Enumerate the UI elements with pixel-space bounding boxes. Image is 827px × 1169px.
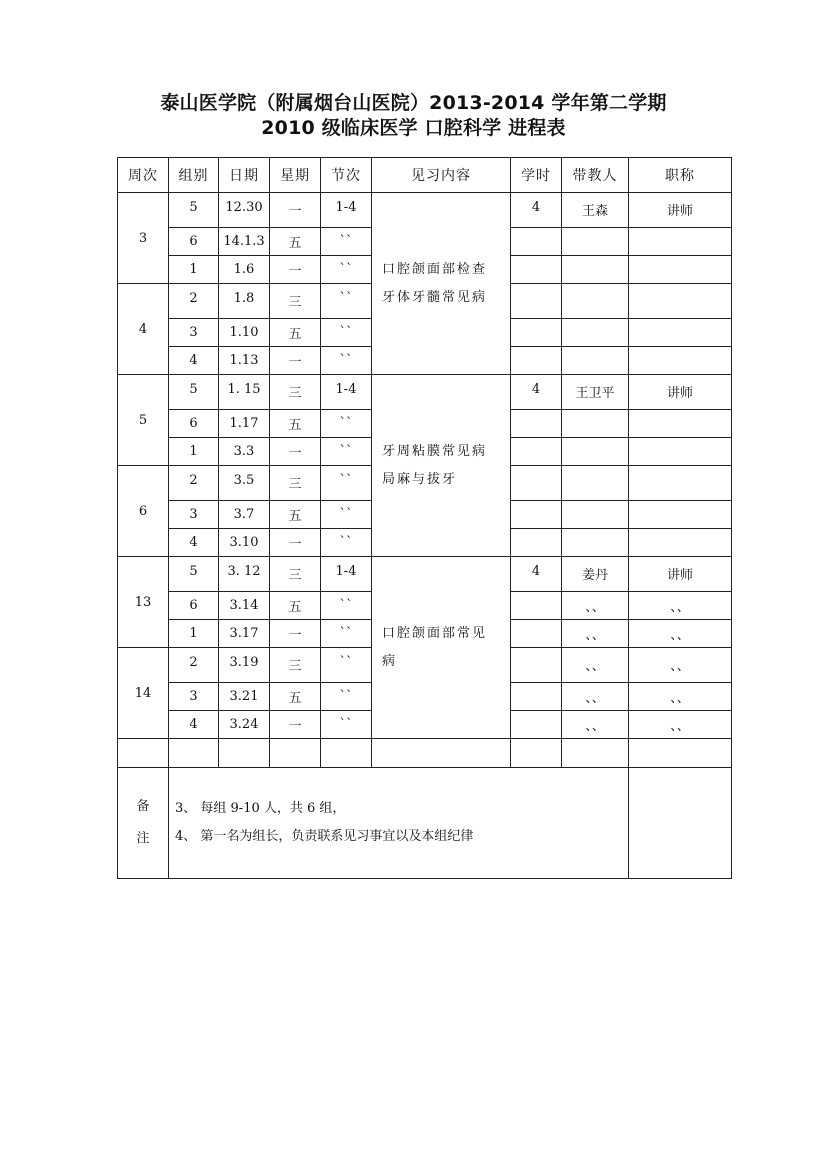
weekday-cell: 三 [270,466,321,501]
hours-cell [511,284,562,319]
notes-extra-cell [629,768,732,879]
notes-line: 3、 每组 9-10 人，共 6 组， [175,801,346,816]
empty-cell [270,739,321,768]
document-title: 泰山医学院（附属烟台山医院）2013-2014 学年第二学期 [160,92,667,114]
group-cell: 4 [169,711,219,739]
notes-line: 4、 第一名为组长，负责联系见习事宜以及本组纪律 [175,829,474,844]
empty-cell [511,739,562,768]
title-cell [629,466,732,501]
group-cell: 5 [169,557,219,592]
empty-cell [629,739,732,768]
notes-row [118,768,732,879]
hours-cell [511,319,562,347]
group-cell: 4 [169,529,219,557]
hours-cell [511,592,562,620]
date-cell: 1.13 [219,347,270,375]
hours-cell [511,228,562,256]
group-cell: 2 [169,466,219,501]
header-weekday: 星期 [270,158,321,193]
period-cell: `` [321,501,372,529]
period-cell: `` [321,438,372,466]
weekday-cell: 一 [270,529,321,557]
group-cell: 6 [169,410,219,438]
table-row [118,375,732,410]
weekday-cell: 一 [270,347,321,375]
period-cell: 1-4 [321,375,372,410]
header-period: 节次 [321,158,372,193]
notes-label-char: 注 [136,831,150,846]
notes-label [118,768,169,879]
teacher-cell: 王森 [562,193,629,228]
date-cell: 1.17 [219,410,270,438]
weekday-cell: 一 [270,438,321,466]
date-cell: 3.21 [219,683,270,711]
week-number: 4 [118,284,169,375]
teacher-cell [562,347,629,375]
group-cell: 2 [169,648,219,683]
teacher-cell: 王卫平 [562,375,629,410]
title-cell: 讲师 [629,557,732,592]
hours-cell [511,683,562,711]
schedule-table [117,157,732,879]
content-cell [372,193,511,375]
date-cell: 12.30 [219,193,270,228]
date-cell: 1.8 [219,284,270,319]
teacher-cell [562,284,629,319]
date-cell: 3.7 [219,501,270,529]
week-number: 14 [118,648,169,739]
teacher-cell [562,256,629,284]
table-row [118,193,732,228]
period-cell: `` [321,228,372,256]
hours-cell [511,438,562,466]
title-cell [629,228,732,256]
hours-cell [511,410,562,438]
weekday-cell: 五 [270,410,321,438]
date-cell: 3.24 [219,711,270,739]
period-cell: 1-4 [321,557,372,592]
date-cell: 3.10 [219,529,270,557]
notes-text [169,768,629,879]
weekday-cell: 三 [270,648,321,683]
teacher-cell: 、、 [562,648,629,683]
date-cell: 1.6 [219,256,270,284]
empty-cell [169,739,219,768]
date-cell: 14.1.3 [219,228,270,256]
hours-cell: 4 [511,557,562,592]
period-cell: `` [321,319,372,347]
content-cell [372,557,511,739]
group-cell: 6 [169,228,219,256]
hours-cell [511,347,562,375]
period-cell: `` [321,592,372,620]
teacher-cell [562,529,629,557]
teacher-cell: 姜丹 [562,557,629,592]
hours-cell [511,620,562,648]
title-cell [629,284,732,319]
table-row [118,557,732,592]
teacher-cell: 、、 [562,683,629,711]
empty-cell [372,739,511,768]
weekday-cell: 一 [270,620,321,648]
period-cell: `` [321,256,372,284]
teacher-cell [562,410,629,438]
teacher-cell [562,466,629,501]
empty-cell [562,739,629,768]
teacher-cell [562,438,629,466]
content-line: 牙体牙髓常见病 [382,289,488,305]
weekday-cell: 五 [270,592,321,620]
hours-cell [511,529,562,557]
content-line: 局麻与拔牙 [382,471,458,487]
header-group: 组别 [169,158,219,193]
week-number: 3 [118,193,169,284]
hours-cell: 4 [511,375,562,410]
weekday-cell: 五 [270,683,321,711]
period-cell: 1-4 [321,193,372,228]
title-cell [629,529,732,557]
teacher-cell: 、、 [562,592,629,620]
empty-cell [219,739,270,768]
date-cell: 3.19 [219,648,270,683]
period-cell: `` [321,529,372,557]
group-cell: 1 [169,256,219,284]
date-cell: 1.10 [219,319,270,347]
period-cell: `` [321,410,372,438]
teacher-cell: 、、 [562,620,629,648]
group-cell: 3 [169,683,219,711]
group-cell: 3 [169,501,219,529]
date-cell: 3.5 [219,466,270,501]
header-row [118,158,732,193]
group-cell: 3 [169,319,219,347]
period-cell: `` [321,711,372,739]
weekday-cell: 五 [270,319,321,347]
weekday-cell: 一 [270,711,321,739]
title-cell [629,256,732,284]
week-number: 5 [118,375,169,466]
header-teacher: 带教人 [562,158,629,193]
group-cell: 4 [169,347,219,375]
title-cell: 、、 [629,648,732,683]
period-cell: `` [321,620,372,648]
content-line: 病 [382,653,398,669]
header-title: 职称 [629,158,732,193]
title-cell: 、、 [629,592,732,620]
hours-cell [511,648,562,683]
group-cell: 1 [169,438,219,466]
blank-row [118,739,732,768]
weekday-cell: 三 [270,284,321,319]
empty-cell [118,739,169,768]
weekday-cell: 三 [270,557,321,592]
hours-cell [511,466,562,501]
content-cell [372,375,511,557]
week-number: 6 [118,466,169,557]
date-cell: 3. 12 [219,557,270,592]
weekday-cell: 五 [270,228,321,256]
weekday-cell: 三 [270,375,321,410]
period-cell: `` [321,648,372,683]
title-cell [629,319,732,347]
title-cell [629,410,732,438]
weekday-cell: 一 [270,256,321,284]
group-cell: 5 [169,193,219,228]
content-line: 口腔颌面部常见 [382,625,488,641]
content-line: 口腔颌面部检查 [382,261,488,277]
title-cell [629,438,732,466]
teacher-cell [562,501,629,529]
date-cell: 3.14 [219,592,270,620]
weekday-cell: 五 [270,501,321,529]
week-number: 13 [118,557,169,648]
hours-cell [511,256,562,284]
empty-cell [321,739,372,768]
teacher-cell [562,319,629,347]
title-cell: 、、 [629,711,732,739]
group-cell: 1 [169,620,219,648]
weekday-cell: 一 [270,193,321,228]
header-content: 见习内容 [372,158,511,193]
content-line: 牙周粘膜常见病 [382,443,488,459]
header-week: 周次 [118,158,169,193]
teacher-cell: 、、 [562,711,629,739]
header-hours: 学时 [511,158,562,193]
hours-cell: 4 [511,193,562,228]
title-cell: 讲师 [629,375,732,410]
date-cell: 1. 15 [219,375,270,410]
period-cell: `` [321,683,372,711]
period-cell: `` [321,347,372,375]
notes-label-char: 备 [136,799,150,814]
date-cell: 3.17 [219,620,270,648]
title-cell: 、、 [629,620,732,648]
group-cell: 2 [169,284,219,319]
title-cell: 、、 [629,683,732,711]
hours-cell [511,711,562,739]
period-cell: `` [321,284,372,319]
group-cell: 6 [169,592,219,620]
date-cell: 3.3 [219,438,270,466]
group-cell: 5 [169,375,219,410]
hours-cell [511,501,562,529]
title-cell [629,501,732,529]
document-subtitle: 2010 级临床医学 口腔科学 进程表 [261,117,566,139]
title-cell: 讲师 [629,193,732,228]
title-cell [629,347,732,375]
teacher-cell [562,228,629,256]
period-cell: `` [321,466,372,501]
header-date: 日期 [219,158,270,193]
